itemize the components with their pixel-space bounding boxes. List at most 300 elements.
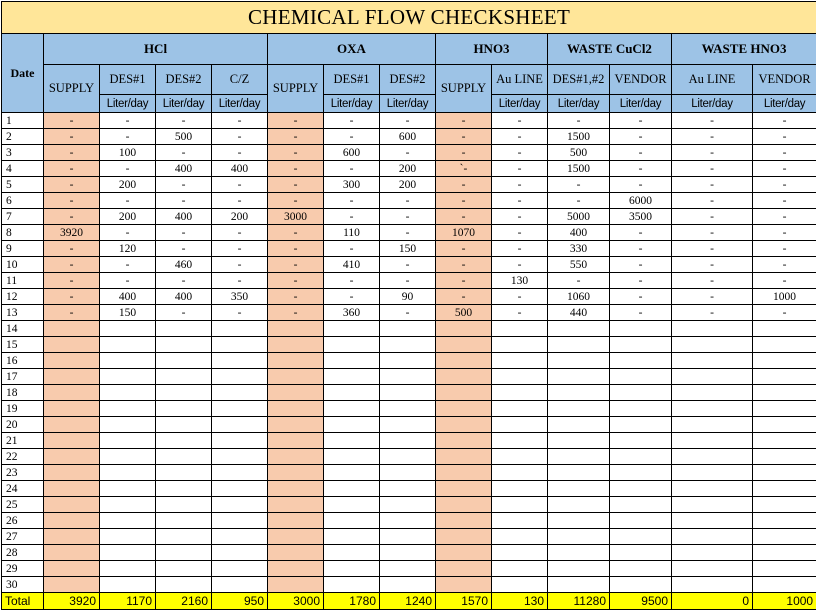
value-cell[interactable] <box>753 385 816 401</box>
value-cell[interactable]: - <box>212 241 268 257</box>
value-cell[interactable]: - <box>44 289 100 305</box>
value-cell[interactable] <box>268 353 324 369</box>
value-cell[interactable]: - <box>100 193 156 209</box>
value-cell[interactable]: `- <box>436 161 492 177</box>
value-cell[interactable]: 550 <box>548 257 610 273</box>
value-cell[interactable]: 120 <box>100 241 156 257</box>
value-cell[interactable] <box>212 465 268 481</box>
value-cell[interactable] <box>44 401 100 417</box>
value-cell[interactable]: 360 <box>324 305 380 321</box>
value-cell[interactable]: - <box>672 209 753 225</box>
value-cell[interactable]: - <box>610 161 672 177</box>
value-cell[interactable]: - <box>44 193 100 209</box>
value-cell[interactable] <box>492 497 548 513</box>
value-cell[interactable]: 500 <box>156 129 212 145</box>
value-cell[interactable] <box>492 545 548 561</box>
value-cell[interactable]: - <box>212 193 268 209</box>
value-cell[interactable] <box>548 401 610 417</box>
value-cell[interactable]: - <box>436 241 492 257</box>
value-cell[interactable] <box>610 433 672 449</box>
value-cell[interactable] <box>44 353 100 369</box>
value-cell[interactable] <box>212 513 268 529</box>
value-cell[interactable] <box>492 513 548 529</box>
value-cell[interactable] <box>610 465 672 481</box>
value-cell[interactable]: 350 <box>212 289 268 305</box>
value-cell[interactable]: - <box>324 273 380 289</box>
value-cell[interactable]: - <box>753 113 816 129</box>
value-cell[interactable] <box>548 561 610 577</box>
value-cell[interactable]: - <box>268 225 324 241</box>
value-cell[interactable] <box>212 385 268 401</box>
value-cell[interactable] <box>100 481 156 497</box>
value-cell[interactable] <box>212 577 268 593</box>
value-cell[interactable]: 400 <box>156 289 212 305</box>
value-cell[interactable] <box>436 577 492 593</box>
value-cell[interactable] <box>492 433 548 449</box>
value-cell[interactable]: 3920 <box>44 225 100 241</box>
value-cell[interactable]: 6000 <box>610 193 672 209</box>
value-cell[interactable]: - <box>100 257 156 273</box>
value-cell[interactable]: 600 <box>324 145 380 161</box>
value-cell[interactable]: - <box>212 145 268 161</box>
value-cell[interactable] <box>156 481 212 497</box>
value-cell[interactable] <box>436 385 492 401</box>
value-cell[interactable] <box>672 577 753 593</box>
value-cell[interactable] <box>672 369 753 385</box>
value-cell[interactable]: - <box>672 273 753 289</box>
value-cell[interactable] <box>100 401 156 417</box>
value-cell[interactable] <box>436 497 492 513</box>
value-cell[interactable] <box>268 369 324 385</box>
value-cell[interactable]: - <box>672 241 753 257</box>
value-cell[interactable]: - <box>268 241 324 257</box>
value-cell[interactable]: - <box>672 225 753 241</box>
value-cell[interactable] <box>100 497 156 513</box>
value-cell[interactable] <box>268 561 324 577</box>
value-cell[interactable] <box>324 497 380 513</box>
value-cell[interactable] <box>44 337 100 353</box>
value-cell[interactable]: - <box>672 177 753 193</box>
value-cell[interactable] <box>44 369 100 385</box>
value-cell[interactable] <box>100 577 156 593</box>
value-cell[interactable] <box>44 545 100 561</box>
value-cell[interactable] <box>100 449 156 465</box>
value-cell[interactable] <box>436 401 492 417</box>
value-cell[interactable]: - <box>156 145 212 161</box>
value-cell[interactable] <box>610 353 672 369</box>
value-cell[interactable]: - <box>672 305 753 321</box>
value-cell[interactable]: 200 <box>100 177 156 193</box>
value-cell[interactable]: 500 <box>436 305 492 321</box>
value-cell[interactable] <box>380 529 436 545</box>
value-cell[interactable] <box>548 465 610 481</box>
value-cell[interactable] <box>44 561 100 577</box>
value-cell[interactable] <box>212 497 268 513</box>
value-cell[interactable] <box>753 513 816 529</box>
value-cell[interactable] <box>753 529 816 545</box>
value-cell[interactable]: 1070 <box>436 225 492 241</box>
value-cell[interactable]: 110 <box>324 225 380 241</box>
value-cell[interactable] <box>44 465 100 481</box>
value-cell[interactable]: - <box>548 177 610 193</box>
value-cell[interactable] <box>492 321 548 337</box>
value-cell[interactable] <box>156 545 212 561</box>
value-cell[interactable] <box>610 529 672 545</box>
value-cell[interactable] <box>753 353 816 369</box>
value-cell[interactable] <box>548 577 610 593</box>
value-cell[interactable] <box>548 545 610 561</box>
value-cell[interactable] <box>492 385 548 401</box>
value-cell[interactable] <box>156 401 212 417</box>
value-cell[interactable] <box>436 481 492 497</box>
value-cell[interactable]: - <box>380 209 436 225</box>
value-cell[interactable]: 130 <box>492 273 548 289</box>
value-cell[interactable]: - <box>156 241 212 257</box>
value-cell[interactable]: - <box>324 161 380 177</box>
value-cell[interactable] <box>548 417 610 433</box>
value-cell[interactable]: - <box>324 193 380 209</box>
value-cell[interactable]: - <box>492 145 548 161</box>
value-cell[interactable]: - <box>156 113 212 129</box>
value-cell[interactable] <box>212 449 268 465</box>
value-cell[interactable] <box>324 369 380 385</box>
value-cell[interactable] <box>44 385 100 401</box>
value-cell[interactable] <box>44 433 100 449</box>
value-cell[interactable] <box>100 545 156 561</box>
value-cell[interactable] <box>324 529 380 545</box>
value-cell[interactable] <box>156 369 212 385</box>
value-cell[interactable] <box>610 321 672 337</box>
value-cell[interactable]: - <box>380 145 436 161</box>
value-cell[interactable] <box>156 353 212 369</box>
value-cell[interactable] <box>492 353 548 369</box>
value-cell[interactable] <box>380 545 436 561</box>
value-cell[interactable]: - <box>268 113 324 129</box>
value-cell[interactable] <box>492 529 548 545</box>
value-cell[interactable]: 500 <box>548 145 610 161</box>
value-cell[interactable]: 400 <box>100 289 156 305</box>
value-cell[interactable]: 3000 <box>268 209 324 225</box>
value-cell[interactable] <box>324 433 380 449</box>
value-cell[interactable] <box>380 465 436 481</box>
value-cell[interactable] <box>212 529 268 545</box>
value-cell[interactable] <box>44 481 100 497</box>
value-cell[interactable] <box>212 401 268 417</box>
value-cell[interactable]: 150 <box>100 305 156 321</box>
value-cell[interactable]: - <box>44 241 100 257</box>
value-cell[interactable] <box>548 369 610 385</box>
value-cell[interactable]: - <box>436 289 492 305</box>
value-cell[interactable] <box>436 321 492 337</box>
value-cell[interactable]: - <box>44 113 100 129</box>
value-cell[interactable] <box>156 321 212 337</box>
value-cell[interactable]: - <box>610 177 672 193</box>
value-cell[interactable]: - <box>436 129 492 145</box>
value-cell[interactable]: - <box>610 145 672 161</box>
value-cell[interactable]: - <box>492 289 548 305</box>
value-cell[interactable]: - <box>672 129 753 145</box>
value-cell[interactable] <box>100 417 156 433</box>
value-cell[interactable]: - <box>753 241 816 257</box>
value-cell[interactable]: - <box>212 177 268 193</box>
value-cell[interactable] <box>324 545 380 561</box>
value-cell[interactable]: - <box>44 209 100 225</box>
value-cell[interactable] <box>548 497 610 513</box>
value-cell[interactable]: - <box>44 305 100 321</box>
value-cell[interactable]: - <box>610 305 672 321</box>
value-cell[interactable]: 400 <box>548 225 610 241</box>
value-cell[interactable] <box>380 401 436 417</box>
value-cell[interactable]: - <box>268 177 324 193</box>
value-cell[interactable] <box>44 513 100 529</box>
value-cell[interactable] <box>380 417 436 433</box>
value-cell[interactable] <box>380 577 436 593</box>
value-cell[interactable] <box>156 529 212 545</box>
value-cell[interactable]: 200 <box>100 209 156 225</box>
value-cell[interactable] <box>324 465 380 481</box>
value-cell[interactable] <box>380 369 436 385</box>
value-cell[interactable]: - <box>212 225 268 241</box>
value-cell[interactable] <box>753 497 816 513</box>
value-cell[interactable] <box>100 369 156 385</box>
value-cell[interactable] <box>44 497 100 513</box>
value-cell[interactable]: - <box>753 161 816 177</box>
value-cell[interactable] <box>156 497 212 513</box>
value-cell[interactable]: - <box>380 305 436 321</box>
value-cell[interactable]: - <box>268 273 324 289</box>
value-cell[interactable] <box>492 401 548 417</box>
value-cell[interactable] <box>548 481 610 497</box>
value-cell[interactable]: - <box>212 257 268 273</box>
value-cell[interactable] <box>672 529 753 545</box>
value-cell[interactable] <box>610 497 672 513</box>
value-cell[interactable] <box>672 561 753 577</box>
value-cell[interactable] <box>100 433 156 449</box>
value-cell[interactable] <box>548 433 610 449</box>
value-cell[interactable] <box>380 513 436 529</box>
value-cell[interactable] <box>436 449 492 465</box>
value-cell[interactable] <box>100 561 156 577</box>
value-cell[interactable]: - <box>753 177 816 193</box>
value-cell[interactable]: - <box>672 193 753 209</box>
value-cell[interactable] <box>492 417 548 433</box>
value-cell[interactable]: - <box>753 273 816 289</box>
value-cell[interactable]: - <box>753 305 816 321</box>
value-cell[interactable] <box>156 465 212 481</box>
value-cell[interactable]: 200 <box>380 177 436 193</box>
value-cell[interactable] <box>44 321 100 337</box>
value-cell[interactable] <box>380 337 436 353</box>
value-cell[interactable]: - <box>436 145 492 161</box>
value-cell[interactable] <box>436 513 492 529</box>
value-cell[interactable] <box>548 353 610 369</box>
value-cell[interactable] <box>492 561 548 577</box>
value-cell[interactable] <box>212 545 268 561</box>
value-cell[interactable] <box>672 449 753 465</box>
value-cell[interactable] <box>380 433 436 449</box>
value-cell[interactable]: 1500 <box>548 161 610 177</box>
value-cell[interactable] <box>380 481 436 497</box>
value-cell[interactable]: 440 <box>548 305 610 321</box>
value-cell[interactable] <box>100 337 156 353</box>
value-cell[interactable]: - <box>436 257 492 273</box>
value-cell[interactable] <box>672 401 753 417</box>
value-cell[interactable] <box>492 449 548 465</box>
value-cell[interactable]: - <box>100 129 156 145</box>
value-cell[interactable] <box>212 369 268 385</box>
value-cell[interactable] <box>436 433 492 449</box>
value-cell[interactable] <box>753 545 816 561</box>
value-cell[interactable]: 100 <box>100 145 156 161</box>
value-cell[interactable]: - <box>753 129 816 145</box>
value-cell[interactable] <box>672 481 753 497</box>
value-cell[interactable] <box>44 529 100 545</box>
value-cell[interactable]: - <box>380 113 436 129</box>
value-cell[interactable]: - <box>44 145 100 161</box>
value-cell[interactable] <box>268 497 324 513</box>
value-cell[interactable]: - <box>44 177 100 193</box>
value-cell[interactable] <box>268 545 324 561</box>
value-cell[interactable]: - <box>753 193 816 209</box>
value-cell[interactable] <box>212 337 268 353</box>
value-cell[interactable]: - <box>324 113 380 129</box>
value-cell[interactable] <box>156 449 212 465</box>
value-cell[interactable]: - <box>156 177 212 193</box>
value-cell[interactable] <box>753 481 816 497</box>
value-cell[interactable] <box>753 321 816 337</box>
value-cell[interactable]: - <box>324 129 380 145</box>
value-cell[interactable]: 300 <box>324 177 380 193</box>
value-cell[interactable] <box>610 561 672 577</box>
value-cell[interactable] <box>753 369 816 385</box>
value-cell[interactable]: 400 <box>156 161 212 177</box>
value-cell[interactable] <box>753 577 816 593</box>
value-cell[interactable] <box>436 545 492 561</box>
value-cell[interactable]: - <box>492 257 548 273</box>
value-cell[interactable]: 200 <box>380 161 436 177</box>
value-cell[interactable] <box>100 513 156 529</box>
value-cell[interactable]: - <box>380 225 436 241</box>
value-cell[interactable] <box>268 433 324 449</box>
value-cell[interactable] <box>436 353 492 369</box>
value-cell[interactable]: - <box>548 273 610 289</box>
value-cell[interactable]: - <box>610 113 672 129</box>
value-cell[interactable]: 1060 <box>548 289 610 305</box>
value-cell[interactable] <box>610 513 672 529</box>
value-cell[interactable] <box>268 401 324 417</box>
value-cell[interactable] <box>492 337 548 353</box>
value-cell[interactable] <box>100 321 156 337</box>
value-cell[interactable]: - <box>610 241 672 257</box>
value-cell[interactable] <box>672 465 753 481</box>
value-cell[interactable] <box>212 321 268 337</box>
value-cell[interactable]: 200 <box>212 209 268 225</box>
value-cell[interactable]: - <box>156 305 212 321</box>
value-cell[interactable] <box>548 529 610 545</box>
value-cell[interactable] <box>672 337 753 353</box>
value-cell[interactable]: - <box>672 257 753 273</box>
value-cell[interactable] <box>610 369 672 385</box>
value-cell[interactable] <box>324 417 380 433</box>
value-cell[interactable]: - <box>268 305 324 321</box>
value-cell[interactable] <box>610 577 672 593</box>
value-cell[interactable]: - <box>492 113 548 129</box>
value-cell[interactable] <box>610 545 672 561</box>
value-cell[interactable]: - <box>492 209 548 225</box>
value-cell[interactable]: - <box>610 225 672 241</box>
value-cell[interactable]: 400 <box>156 209 212 225</box>
value-cell[interactable] <box>610 385 672 401</box>
value-cell[interactable] <box>672 545 753 561</box>
value-cell[interactable]: - <box>436 193 492 209</box>
value-cell[interactable] <box>610 449 672 465</box>
value-cell[interactable] <box>436 337 492 353</box>
value-cell[interactable] <box>324 321 380 337</box>
value-cell[interactable]: - <box>268 289 324 305</box>
value-cell[interactable]: - <box>380 273 436 289</box>
value-cell[interactable] <box>436 369 492 385</box>
value-cell[interactable] <box>268 529 324 545</box>
value-cell[interactable]: - <box>324 209 380 225</box>
value-cell[interactable]: - <box>753 145 816 161</box>
value-cell[interactable]: - <box>380 193 436 209</box>
value-cell[interactable]: - <box>672 161 753 177</box>
value-cell[interactable] <box>672 433 753 449</box>
value-cell[interactable] <box>268 321 324 337</box>
value-cell[interactable]: - <box>672 145 753 161</box>
value-cell[interactable] <box>548 513 610 529</box>
value-cell[interactable] <box>610 481 672 497</box>
value-cell[interactable] <box>753 561 816 577</box>
value-cell[interactable] <box>100 465 156 481</box>
value-cell[interactable]: - <box>44 129 100 145</box>
value-cell[interactable]: 90 <box>380 289 436 305</box>
value-cell[interactable] <box>672 417 753 433</box>
value-cell[interactable]: - <box>156 225 212 241</box>
value-cell[interactable] <box>436 417 492 433</box>
value-cell[interactable]: 330 <box>548 241 610 257</box>
value-cell[interactable] <box>380 497 436 513</box>
value-cell[interactable] <box>492 481 548 497</box>
value-cell[interactable] <box>44 417 100 433</box>
value-cell[interactable] <box>324 353 380 369</box>
value-cell[interactable]: - <box>100 225 156 241</box>
value-cell[interactable]: - <box>44 161 100 177</box>
value-cell[interactable] <box>44 577 100 593</box>
value-cell[interactable] <box>380 321 436 337</box>
value-cell[interactable] <box>436 465 492 481</box>
value-cell[interactable] <box>324 481 380 497</box>
value-cell[interactable]: - <box>753 257 816 273</box>
value-cell[interactable] <box>672 353 753 369</box>
value-cell[interactable] <box>44 449 100 465</box>
value-cell[interactable]: - <box>156 273 212 289</box>
value-cell[interactable] <box>672 497 753 513</box>
value-cell[interactable] <box>492 465 548 481</box>
value-cell[interactable]: - <box>610 129 672 145</box>
value-cell[interactable]: 600 <box>380 129 436 145</box>
value-cell[interactable]: 150 <box>380 241 436 257</box>
value-cell[interactable]: - <box>610 289 672 305</box>
value-cell[interactable]: - <box>268 161 324 177</box>
value-cell[interactable]: - <box>44 257 100 273</box>
value-cell[interactable] <box>436 561 492 577</box>
value-cell[interactable]: - <box>324 289 380 305</box>
value-cell[interactable] <box>268 513 324 529</box>
value-cell[interactable]: - <box>492 161 548 177</box>
value-cell[interactable] <box>100 385 156 401</box>
value-cell[interactable]: - <box>492 241 548 257</box>
